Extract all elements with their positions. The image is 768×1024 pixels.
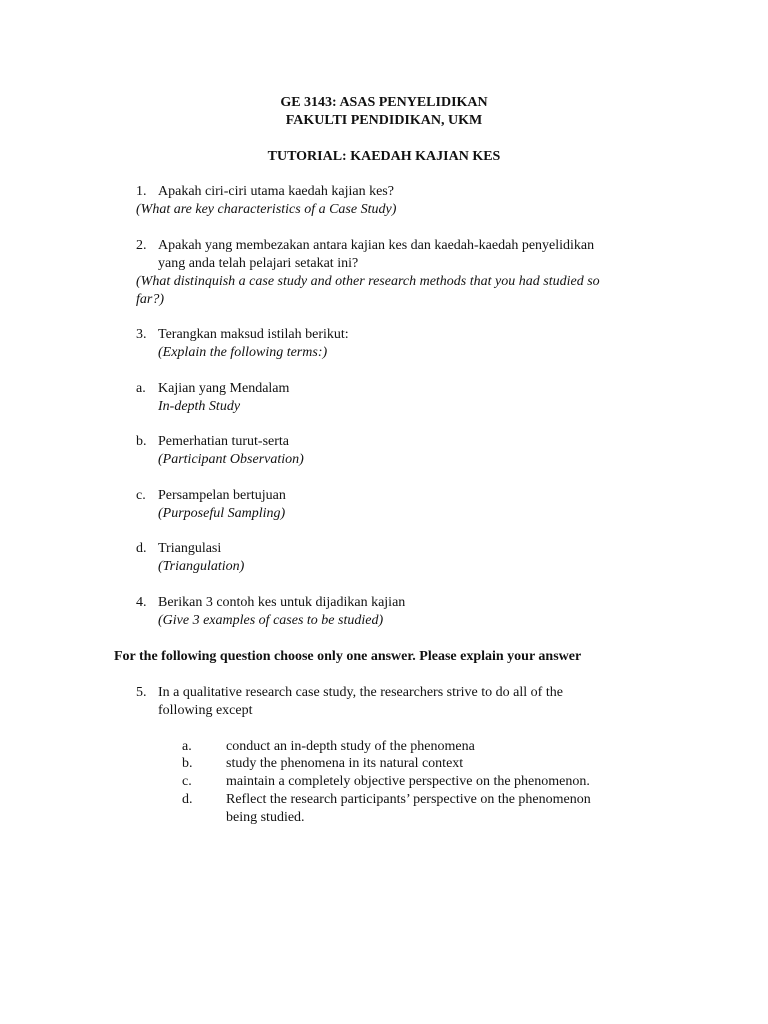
term-d: Triangulasi — [158, 541, 222, 556]
q1-number: 1. — [136, 184, 147, 199]
q3-text: Terangkan maksud istilah berikut: — [158, 327, 349, 342]
option-c-letter: c. — [182, 774, 192, 789]
term-b: Pemerhatian turut-serta — [158, 434, 290, 449]
q1-text: Apakah ciri-ciri utama kaedah kajian kes? — [158, 184, 394, 199]
instruction: For the following question choose only one answer. Please explain your answer — [114, 649, 582, 664]
option-b-letter: b. — [182, 756, 193, 771]
q3-number: 3. — [136, 327, 147, 342]
faculty-title: FAKULTI PENDIDIKAN, UKM — [285, 113, 483, 128]
option-a: conduct an in-depth study of the phenomena — [226, 739, 475, 754]
term-a-translation: In-depth Study — [158, 399, 241, 414]
q2-translation-line2: far?) — [136, 292, 164, 307]
option-a-letter: a. — [182, 739, 192, 754]
q1-translation: (What are key characteristics of a Case Study) — [136, 202, 397, 217]
term-a-letter: a. — [136, 381, 146, 396]
option-d: Reflect the research participants’ perspective on the phenomenon — [226, 792, 591, 807]
q5-line2: following except — [158, 703, 253, 718]
term-a: Kajian yang Mendalam — [158, 381, 290, 396]
tutorial-title: TUTORIAL: KAEDAH KAJIAN KES — [267, 149, 501, 164]
q5-number: 5. — [136, 685, 147, 700]
q2-line1: Apakah yang membezakan antara kajian kes dan kaedah-kaedah penyelidikan — [158, 238, 595, 253]
q4-text: Berikan 3 contoh kes untuk dijadikan kajian — [158, 595, 406, 610]
course-title: GE 3143: ASAS PENYELIDIKAN — [280, 95, 488, 110]
term-c-letter: c. — [136, 488, 146, 503]
option-c: maintain a completely objective perspective on the phenomenon. — [226, 774, 590, 789]
q4-number: 4. — [136, 595, 147, 610]
option-d-line2: being studied. — [226, 810, 305, 825]
term-b-letter: b. — [136, 434, 147, 449]
term-d-translation: (Triangulation) — [158, 559, 245, 574]
option-d-letter: d. — [182, 792, 193, 807]
option-b: study the phenomena in its natural context — [226, 756, 464, 771]
term-b-translation: (Participant Observation) — [158, 452, 304, 467]
q5-line1: In a qualitative research case study, the researchers strive to do all of the — [158, 685, 563, 700]
q2-translation-line1: (What distinquish a case study and other research methods that you had studied so — [136, 274, 600, 289]
q4-translation: (Give 3 examples of cases to be studied) — [158, 613, 384, 628]
q2-number: 2. — [136, 238, 147, 253]
term-c-translation: (Purposeful Sampling) — [158, 506, 286, 521]
term-c: Persampelan bertujuan — [158, 488, 286, 503]
term-d-letter: d. — [136, 541, 147, 556]
q3-translation: (Explain the following terms:) — [158, 345, 328, 360]
q2-line2: yang anda telah pelajari setakat ini? — [158, 256, 359, 271]
